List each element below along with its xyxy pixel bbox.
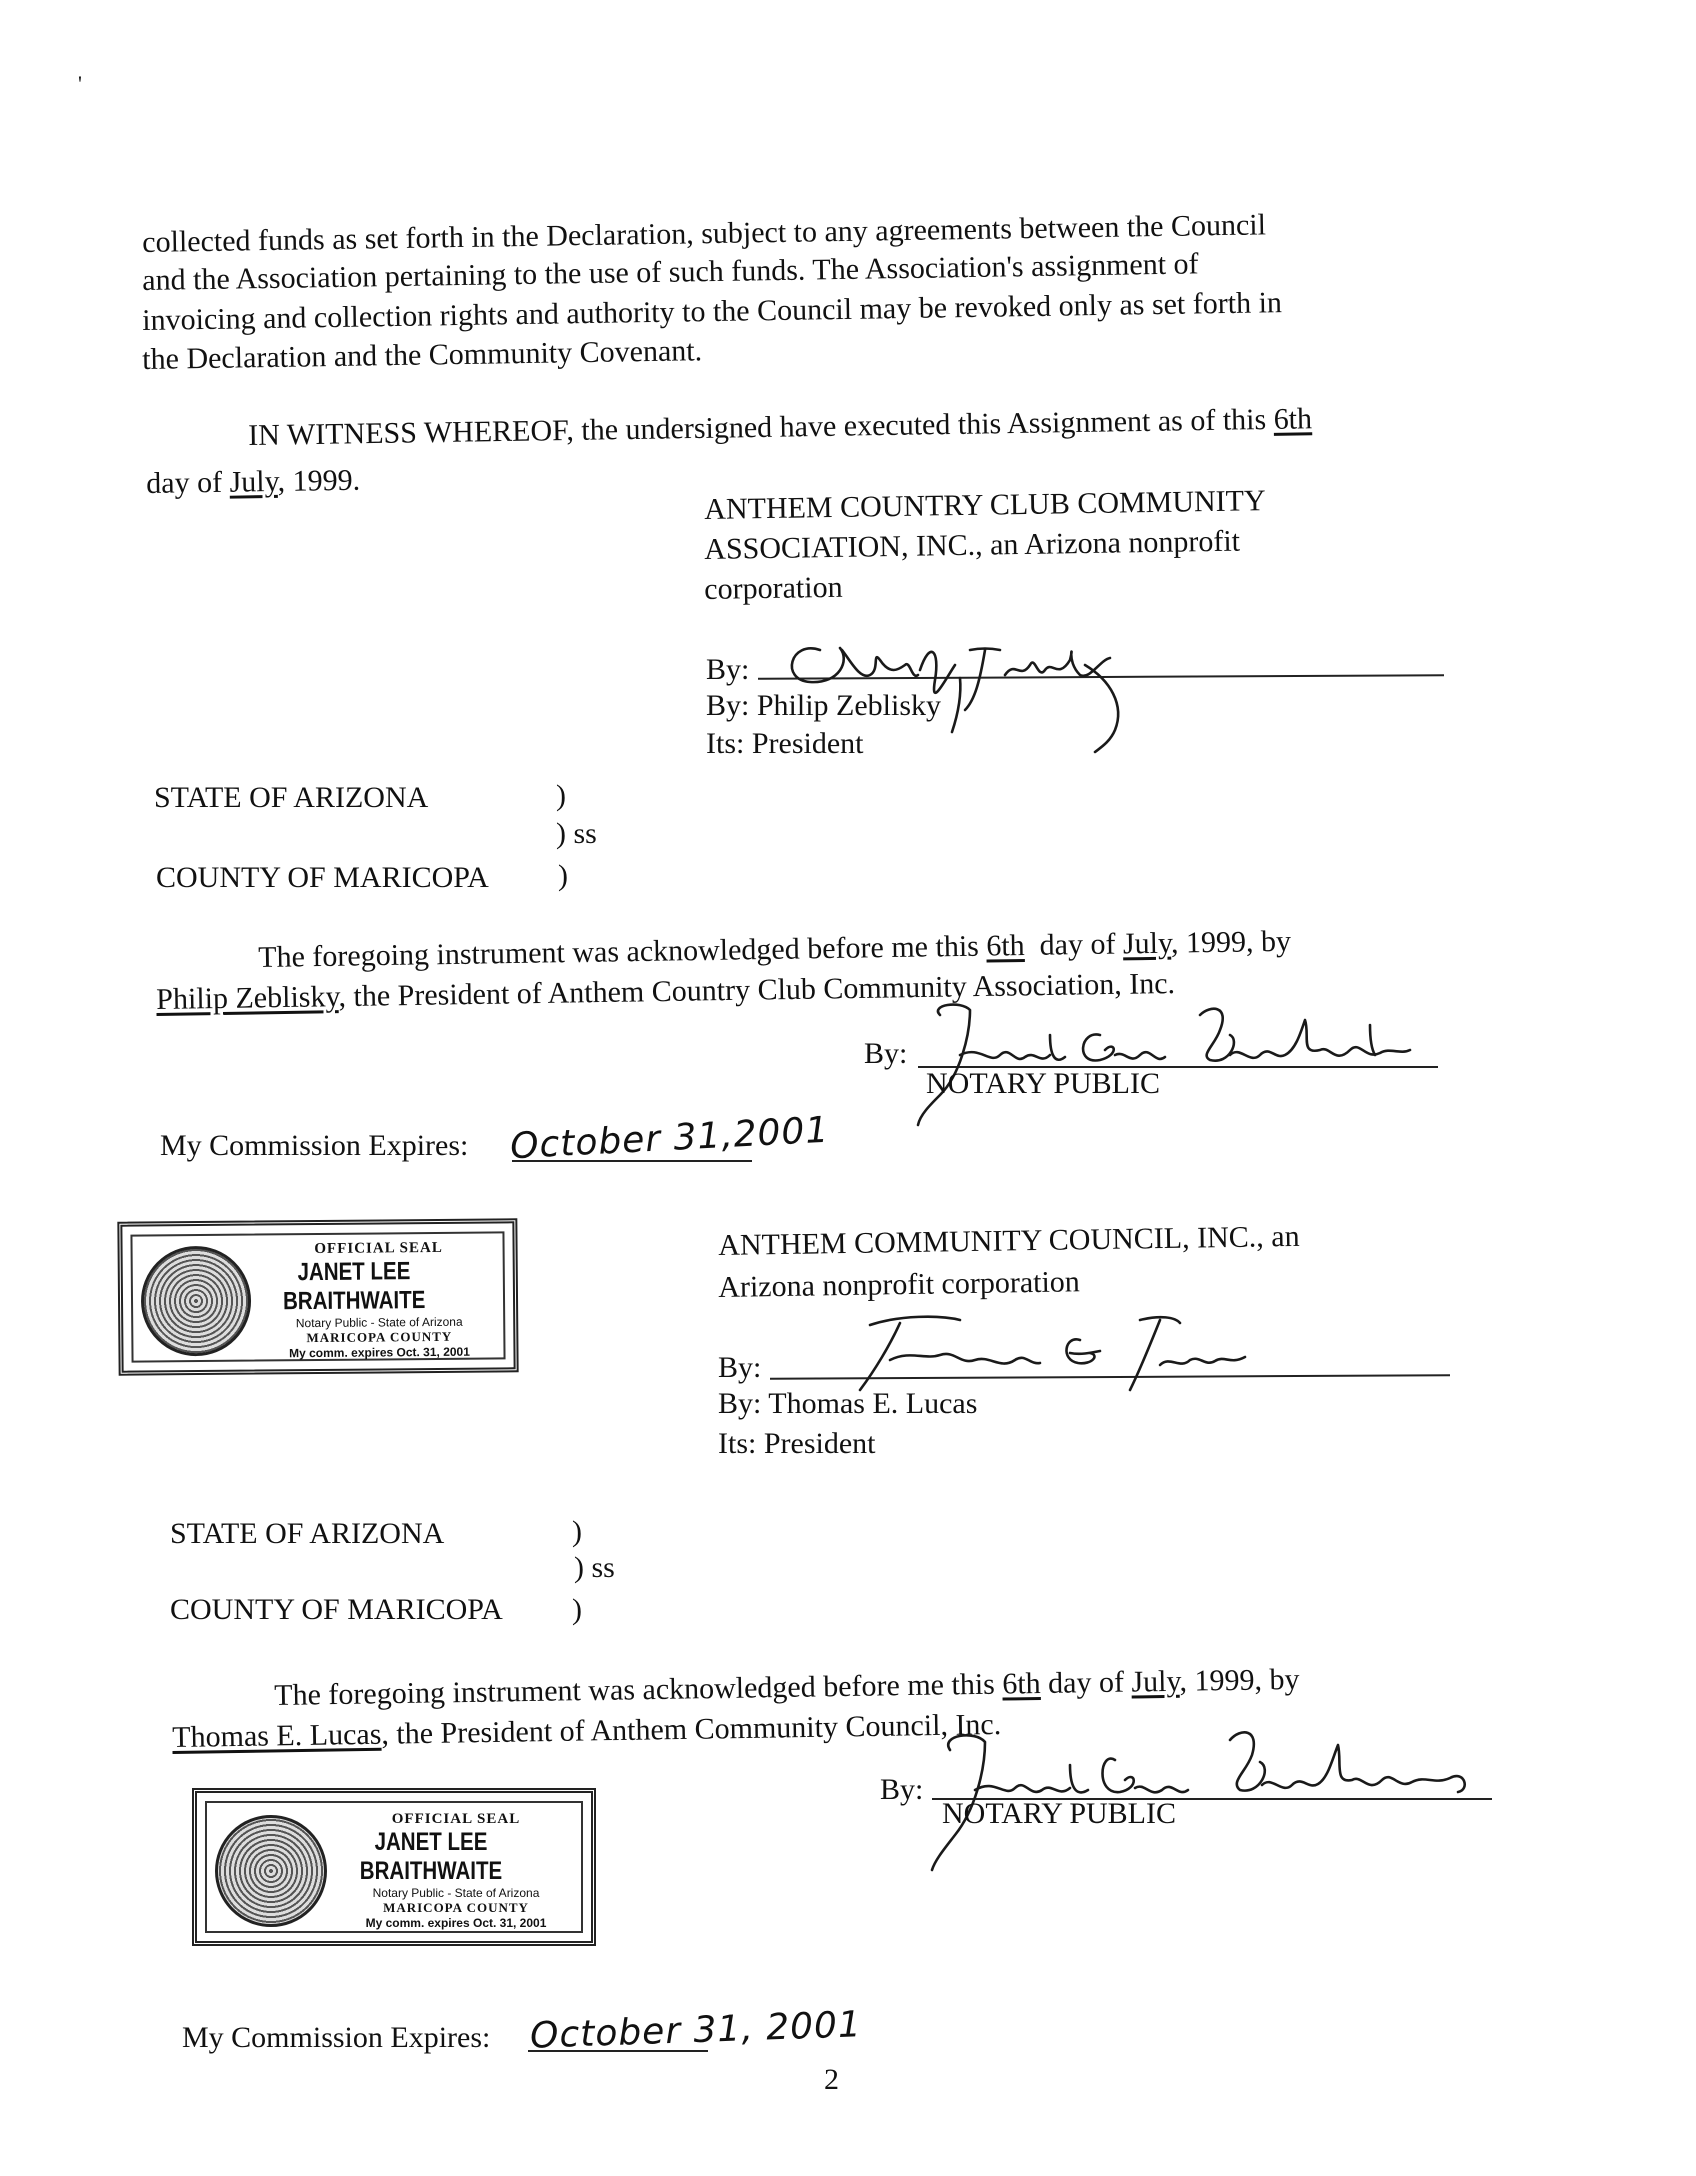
- seal-name: JANET LEE BRAITHWAITE: [282, 1257, 426, 1316]
- notary-seal: [192, 1788, 596, 1946]
- party1-signer: By: Philip Zeblisky: [706, 689, 942, 722]
- ack2-commission-label: My Commission Expires:: [182, 2021, 491, 2054]
- ack1-month: July: [1122, 926, 1172, 961]
- ack2-month: July: [1131, 1664, 1180, 1699]
- venue2-county: COUNTY OF MARICOPA: [170, 1593, 503, 1626]
- witness-day: 6th: [1273, 402, 1313, 436]
- page-number: 2: [824, 2063, 839, 2096]
- witness-line-2: [146, 463, 360, 502]
- ack1-text: The foregoing instrument was acknowledged before me this: [258, 929, 980, 974]
- party1-name-line2: ASSOCIATION, INC., an Arizona nonprofit: [704, 524, 1241, 566]
- notary-seal: [117, 1218, 518, 1375]
- seal-text: [241, 1239, 518, 1360]
- seal-county: MARICOPA COUNTY: [383, 1900, 529, 1915]
- paragraph-line: the Declaration and the Community Covenant.: [142, 334, 703, 376]
- paragraph-line: and the Association pertaining to the use of such funds. The Association's assignment of: [142, 247, 1199, 297]
- ack2-year: , 1999, by: [1179, 1662, 1300, 1698]
- party2-signer: By: Thomas E. Lucas: [718, 1387, 978, 1420]
- arizona-seal-icon: [141, 1246, 252, 1357]
- ack1-commission-date: October 31,2001: [509, 1109, 831, 1168]
- seal-state: Notary Public - State of Arizona: [295, 1314, 463, 1331]
- party1-name-line3: corporation: [704, 570, 843, 606]
- arizona-seal-icon: [215, 1815, 327, 1927]
- ack1-commission-label: My Commission Expires:: [160, 1129, 469, 1162]
- ack1-day: 6th: [986, 928, 1025, 963]
- ack1-notary-signature: [900, 995, 1440, 1135]
- paragraph-line: invoicing and collection rights and authority to the Council may be revoked only as set forth in: [142, 286, 1283, 337]
- ack2-by-label: By:: [880, 1773, 924, 1806]
- seal-state: Notary Public - State of Arizona: [372, 1886, 540, 1900]
- ack2-role: , the President of Anthem Community Council, Inc.: [381, 1707, 1002, 1751]
- ack1-day-of: day of: [1039, 927, 1116, 962]
- party1-by-label: By:: [706, 653, 750, 686]
- seal-title: OFFICIAL SEAL: [314, 1239, 443, 1258]
- witness-line-1: [248, 401, 1312, 454]
- venue1-paren: ): [558, 859, 568, 892]
- ack2-day: 6th: [1002, 1666, 1041, 1701]
- ack1-by-label: By:: [864, 1037, 908, 1070]
- party1-name-line1: ANTHEM COUNTRY CLUB COMMUNITY: [704, 484, 1266, 526]
- venue2-paren: ): [572, 1593, 582, 1626]
- seal-expiry: My comm. expires Oct. 31, 2001: [289, 1344, 470, 1361]
- party2-name-line1: ANTHEM COMMUNITY COUNCIL, INC., an: [718, 1219, 1300, 1262]
- paragraph-line: collected funds as set forth in the Declaration, subject to any agreements between the Council: [142, 208, 1267, 259]
- venue1-ss: ) ss: [556, 817, 597, 850]
- ack2-commission-date: October 31, 2001: [529, 2004, 863, 2057]
- ack1-role: , the President of Anthem Country Club Community Association, Inc.: [338, 966, 1176, 1014]
- venue2-paren: ): [572, 1515, 582, 1548]
- ack1-year: , 1999, by: [1170, 924, 1292, 960]
- venue1-county: COUNTY OF MARICOPA: [156, 861, 489, 894]
- party2-by-label: By:: [718, 1351, 762, 1384]
- party2-name-line2: Arizona nonprofit corporation: [718, 1265, 1081, 1304]
- ack2-notary-label: NOTARY PUBLIC: [942, 1797, 1177, 1830]
- venue1-paren: ): [556, 779, 566, 812]
- seal-text: [317, 1811, 595, 1930]
- seal-expiry: My comm. expires Oct. 31, 2001: [365, 1916, 547, 1930]
- seal-title: OFFICIAL SEAL: [391, 1811, 521, 1827]
- ack1-commission-line: [512, 1160, 752, 1162]
- ack2-name: Thomas E. Lucas: [172, 1717, 382, 1754]
- party2-title: Its: President: [718, 1427, 876, 1460]
- venue2-ss: ) ss: [574, 1551, 615, 1584]
- witness-text: IN WITNESS WHEREOF, the undersigned have executed this Assignment as of this: [248, 403, 1267, 452]
- witness-month: July: [229, 464, 278, 499]
- seal-county: MARICOPA COUNTY: [306, 1328, 453, 1346]
- party1-title: Its: President: [706, 727, 864, 760]
- venue2-state: STATE OF ARIZONA: [170, 1517, 445, 1550]
- stray-mark: ': [78, 71, 82, 96]
- ack1-name: Philip Zeblisky: [156, 980, 339, 1016]
- witness-year: , 1999.: [277, 463, 361, 498]
- venue1-state: STATE OF ARIZONA: [154, 781, 429, 814]
- ack1-notary-label: NOTARY PUBLIC: [926, 1067, 1161, 1100]
- ack2-line2: [172, 1707, 1002, 1756]
- ack2-day-of: day of: [1047, 1665, 1125, 1700]
- ack2-text: The foregoing instrument was acknowledged before me this: [274, 1667, 996, 1712]
- ack2-commission-line: [528, 2050, 708, 2052]
- seal-name: JANET LEE BRAITHWAITE: [359, 1828, 503, 1885]
- ack2-line1: [274, 1662, 1300, 1714]
- witness-day-of: day of: [146, 465, 223, 500]
